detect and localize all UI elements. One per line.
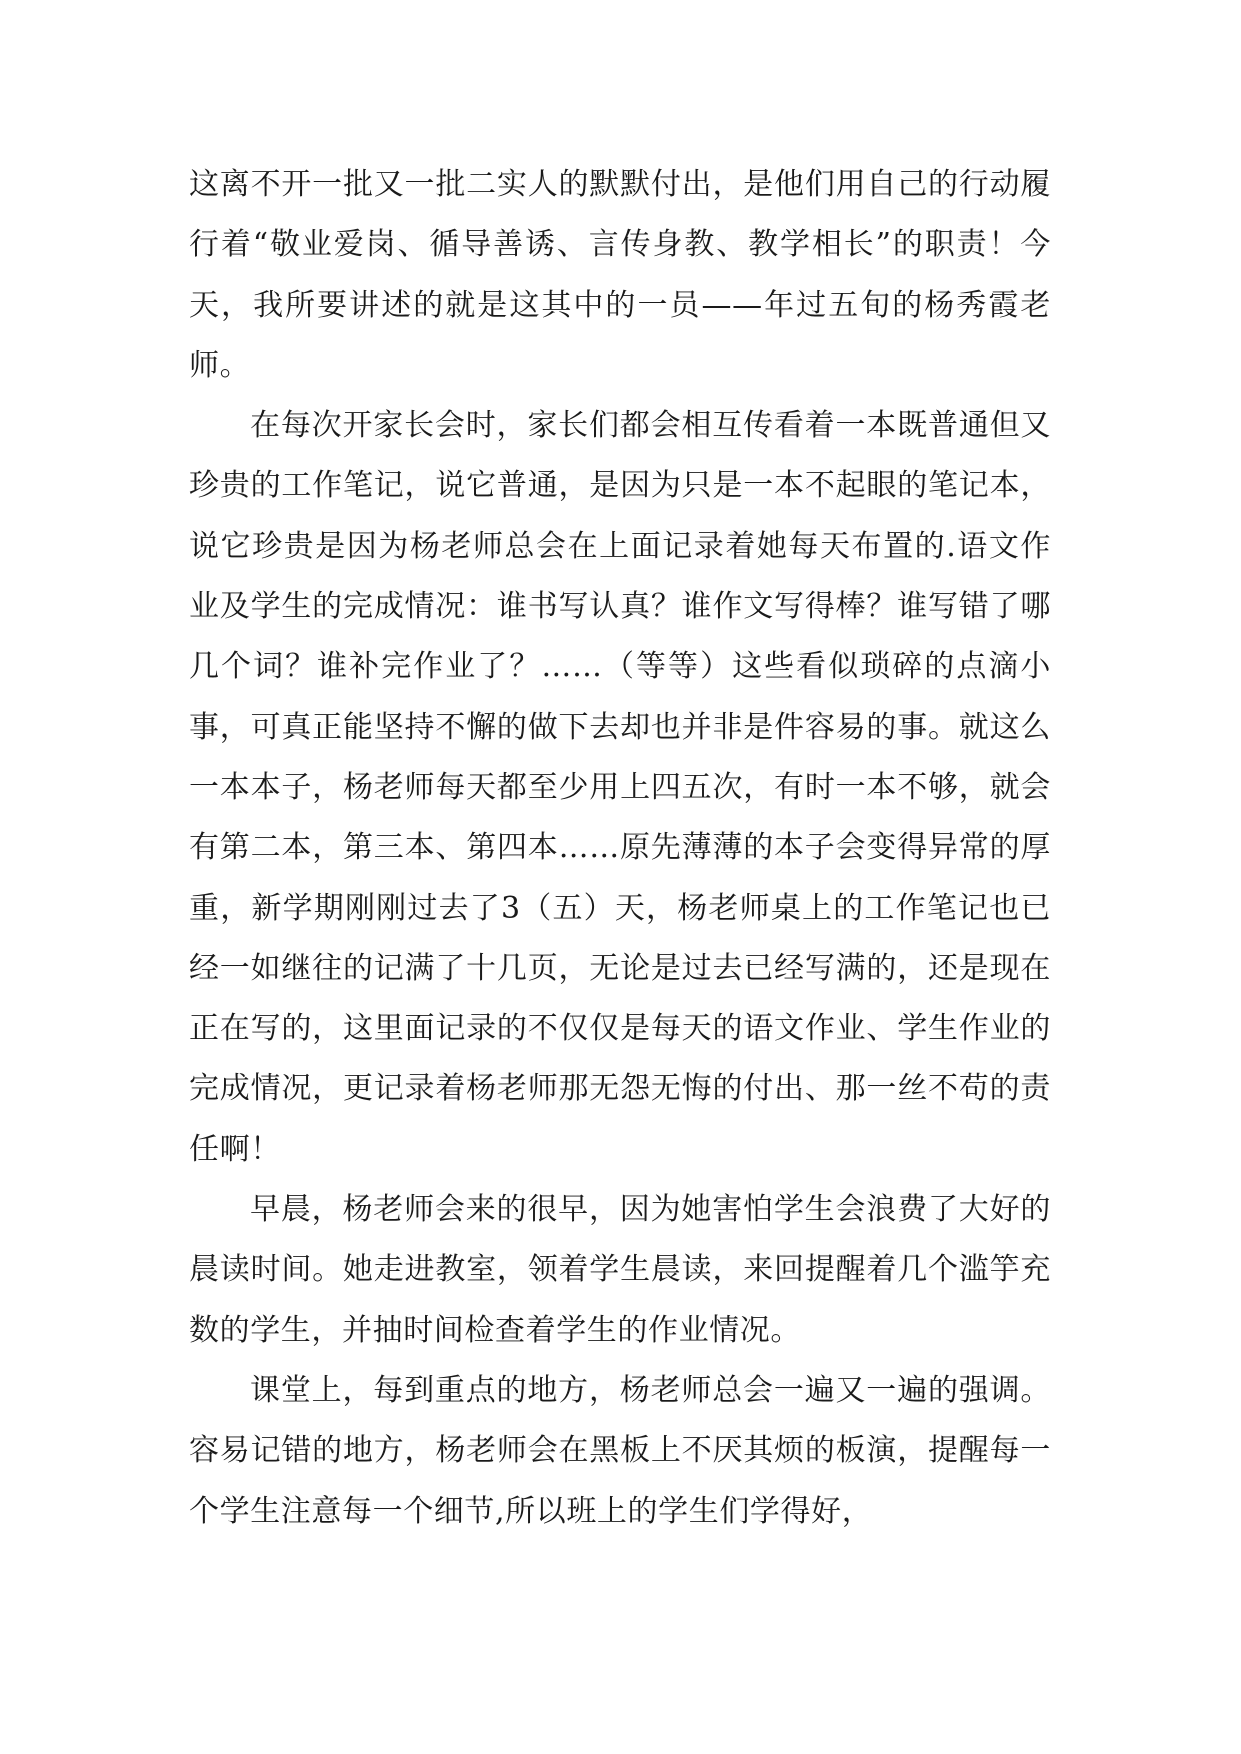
paragraph-3: 早晨，杨老师会来的很早，因为她害怕学生会浪费了大好的晨读时间。她走进教室，领着学生晨读，来回提醒着几个滥竽充数的学生，并抽时间检查着学生的作业情况。 <box>189 1192 1051 1348</box>
paragraph-2: 在每次开家长会时，家长们都会相互传看着一本既普通但又珍贵的工作笔记，说它普通，是因为只是一本不起眼的笔记本，说它珍贵是因为杨老师总会在上面记录着她每天布置的.语文作业及学生的完成情况：谁书写认真？谁作文写得棒？谁写错了哪几个词？谁补完作业了？……（等等）这些看似琐碎的点滴小事，可真正能坚持不懈的做下去却也并非是件容易的事。就这么一本本子，杨老师每天都至少用上四五次，有时一本不够，就会有第二本，第三本、第四本……原先薄薄的本子会变得异常的厚重，新学期刚刚过去了3（五）天，杨老师桌上的工作笔记也已经一如继往的记满了十几页，无论是过去已经写满的，还是现在正在写的，这里面记录的不仅仅是每天的语文作业、学生作业的完成情况，更记录着杨老师那无怨无悔的付出、那一丝不苟的责任啊！ <box>189 408 1051 1167</box>
paragraph-1: 这离不开一批又一批二实人的默默付出，是他们用自己的行动履行着“敬业爱岗、循导善诱、言传身教、教学相长”的职责！今天，我所要讲述的就是这其中的一员——年过五旬的杨秀霞老师。 <box>189 167 1051 383</box>
paragraph-4: 课堂上，每到重点的地方，杨老师总会一遍又一遍的强调。容易记错的地方，杨老师会在黑板上不厌其烦的板演，提醒每一个学生注意每一个细节,所以班上的学生们学得好， <box>189 1372 1051 1529</box>
body-text <box>189 155 1051 1542</box>
